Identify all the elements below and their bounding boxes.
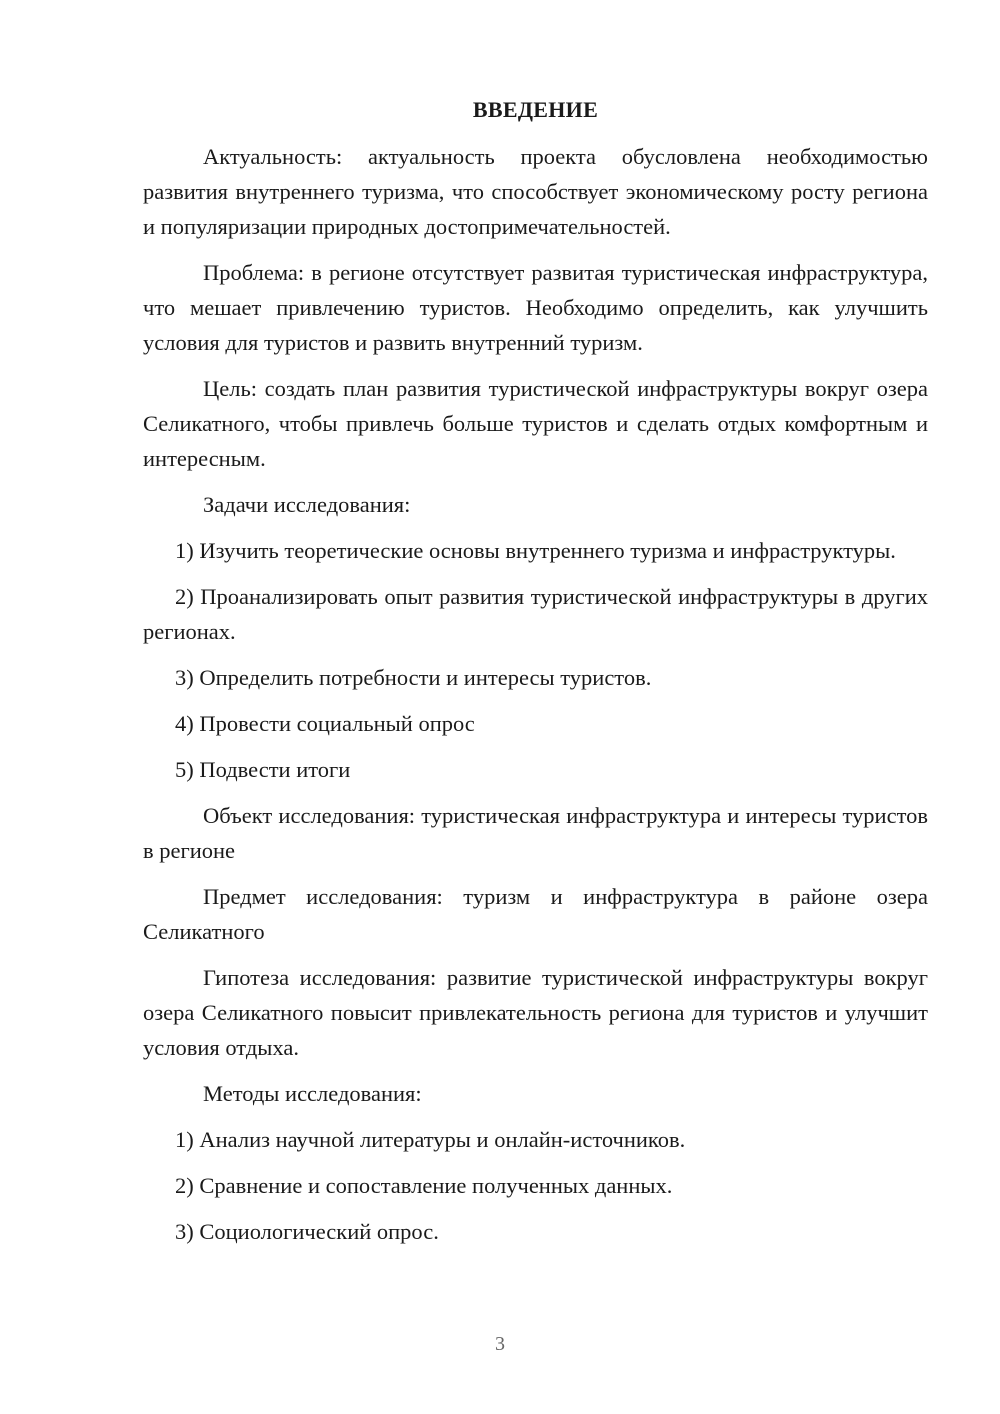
task-item: 2) Проанализировать опыт развития туристической инфраструктуры в других регионах.	[143, 584, 928, 644]
method-item: 1) Анализ научной литературы и онлайн-источников.	[175, 1127, 686, 1152]
section-title: ВВЕДЕНИЕ	[472, 97, 599, 122]
relevance-paragraph: Актуальность: актуальность проекта обусловлена необходимостью развития внутреннего туризма, что способствует экономическому росту региона и популяризации природных достопримечательностей.	[143, 144, 928, 239]
hypothesis-paragraph: Гипотеза исследования: развитие туристической инфраструктуры вокруг озера Селикатного повысит привлекательность региона для туристов и улучшит условия отдыха.	[143, 965, 928, 1060]
problem-paragraph: Проблема: в регионе отсутствует развитая туристическая инфраструктура, что мешает привлечению туристов. Необходимо определить, как улучшить условия для туристов и развить внутренний туризм.	[143, 260, 928, 355]
document-page	[143, 92, 928, 1260]
methods-heading: Методы исследования:	[203, 1081, 422, 1106]
task-item: 5) Подвести итоги	[175, 757, 351, 782]
task-item: 4) Провести социальный опрос	[175, 711, 475, 736]
object-paragraph: Объект исследования: туристическая инфраструктура и интересы туристов в регионе	[143, 803, 928, 863]
method-item: 2) Сравнение и сопоставление полученных данных.	[175, 1173, 673, 1198]
subject-paragraph: Предмет исследования: туризм и инфраструктура в районе озера Селикатного	[143, 884, 928, 944]
goal-paragraph: Цель: создать план развития туристической инфраструктуры вокруг озера Селикатного, чтобы привлечь больше туристов и сделать отдых комфортным и интересным.	[143, 376, 928, 471]
task-item: 1) Изучить теоретические основы внутреннего туризма и инфраструктуры.	[175, 538, 896, 563]
task-item: 3) Определить потребности и интересы туристов.	[175, 665, 652, 690]
page-number: 3	[495, 1333, 505, 1355]
method-item: 3) Социологический опрос.	[175, 1219, 439, 1244]
tasks-heading: Задачи исследования:	[203, 492, 411, 517]
